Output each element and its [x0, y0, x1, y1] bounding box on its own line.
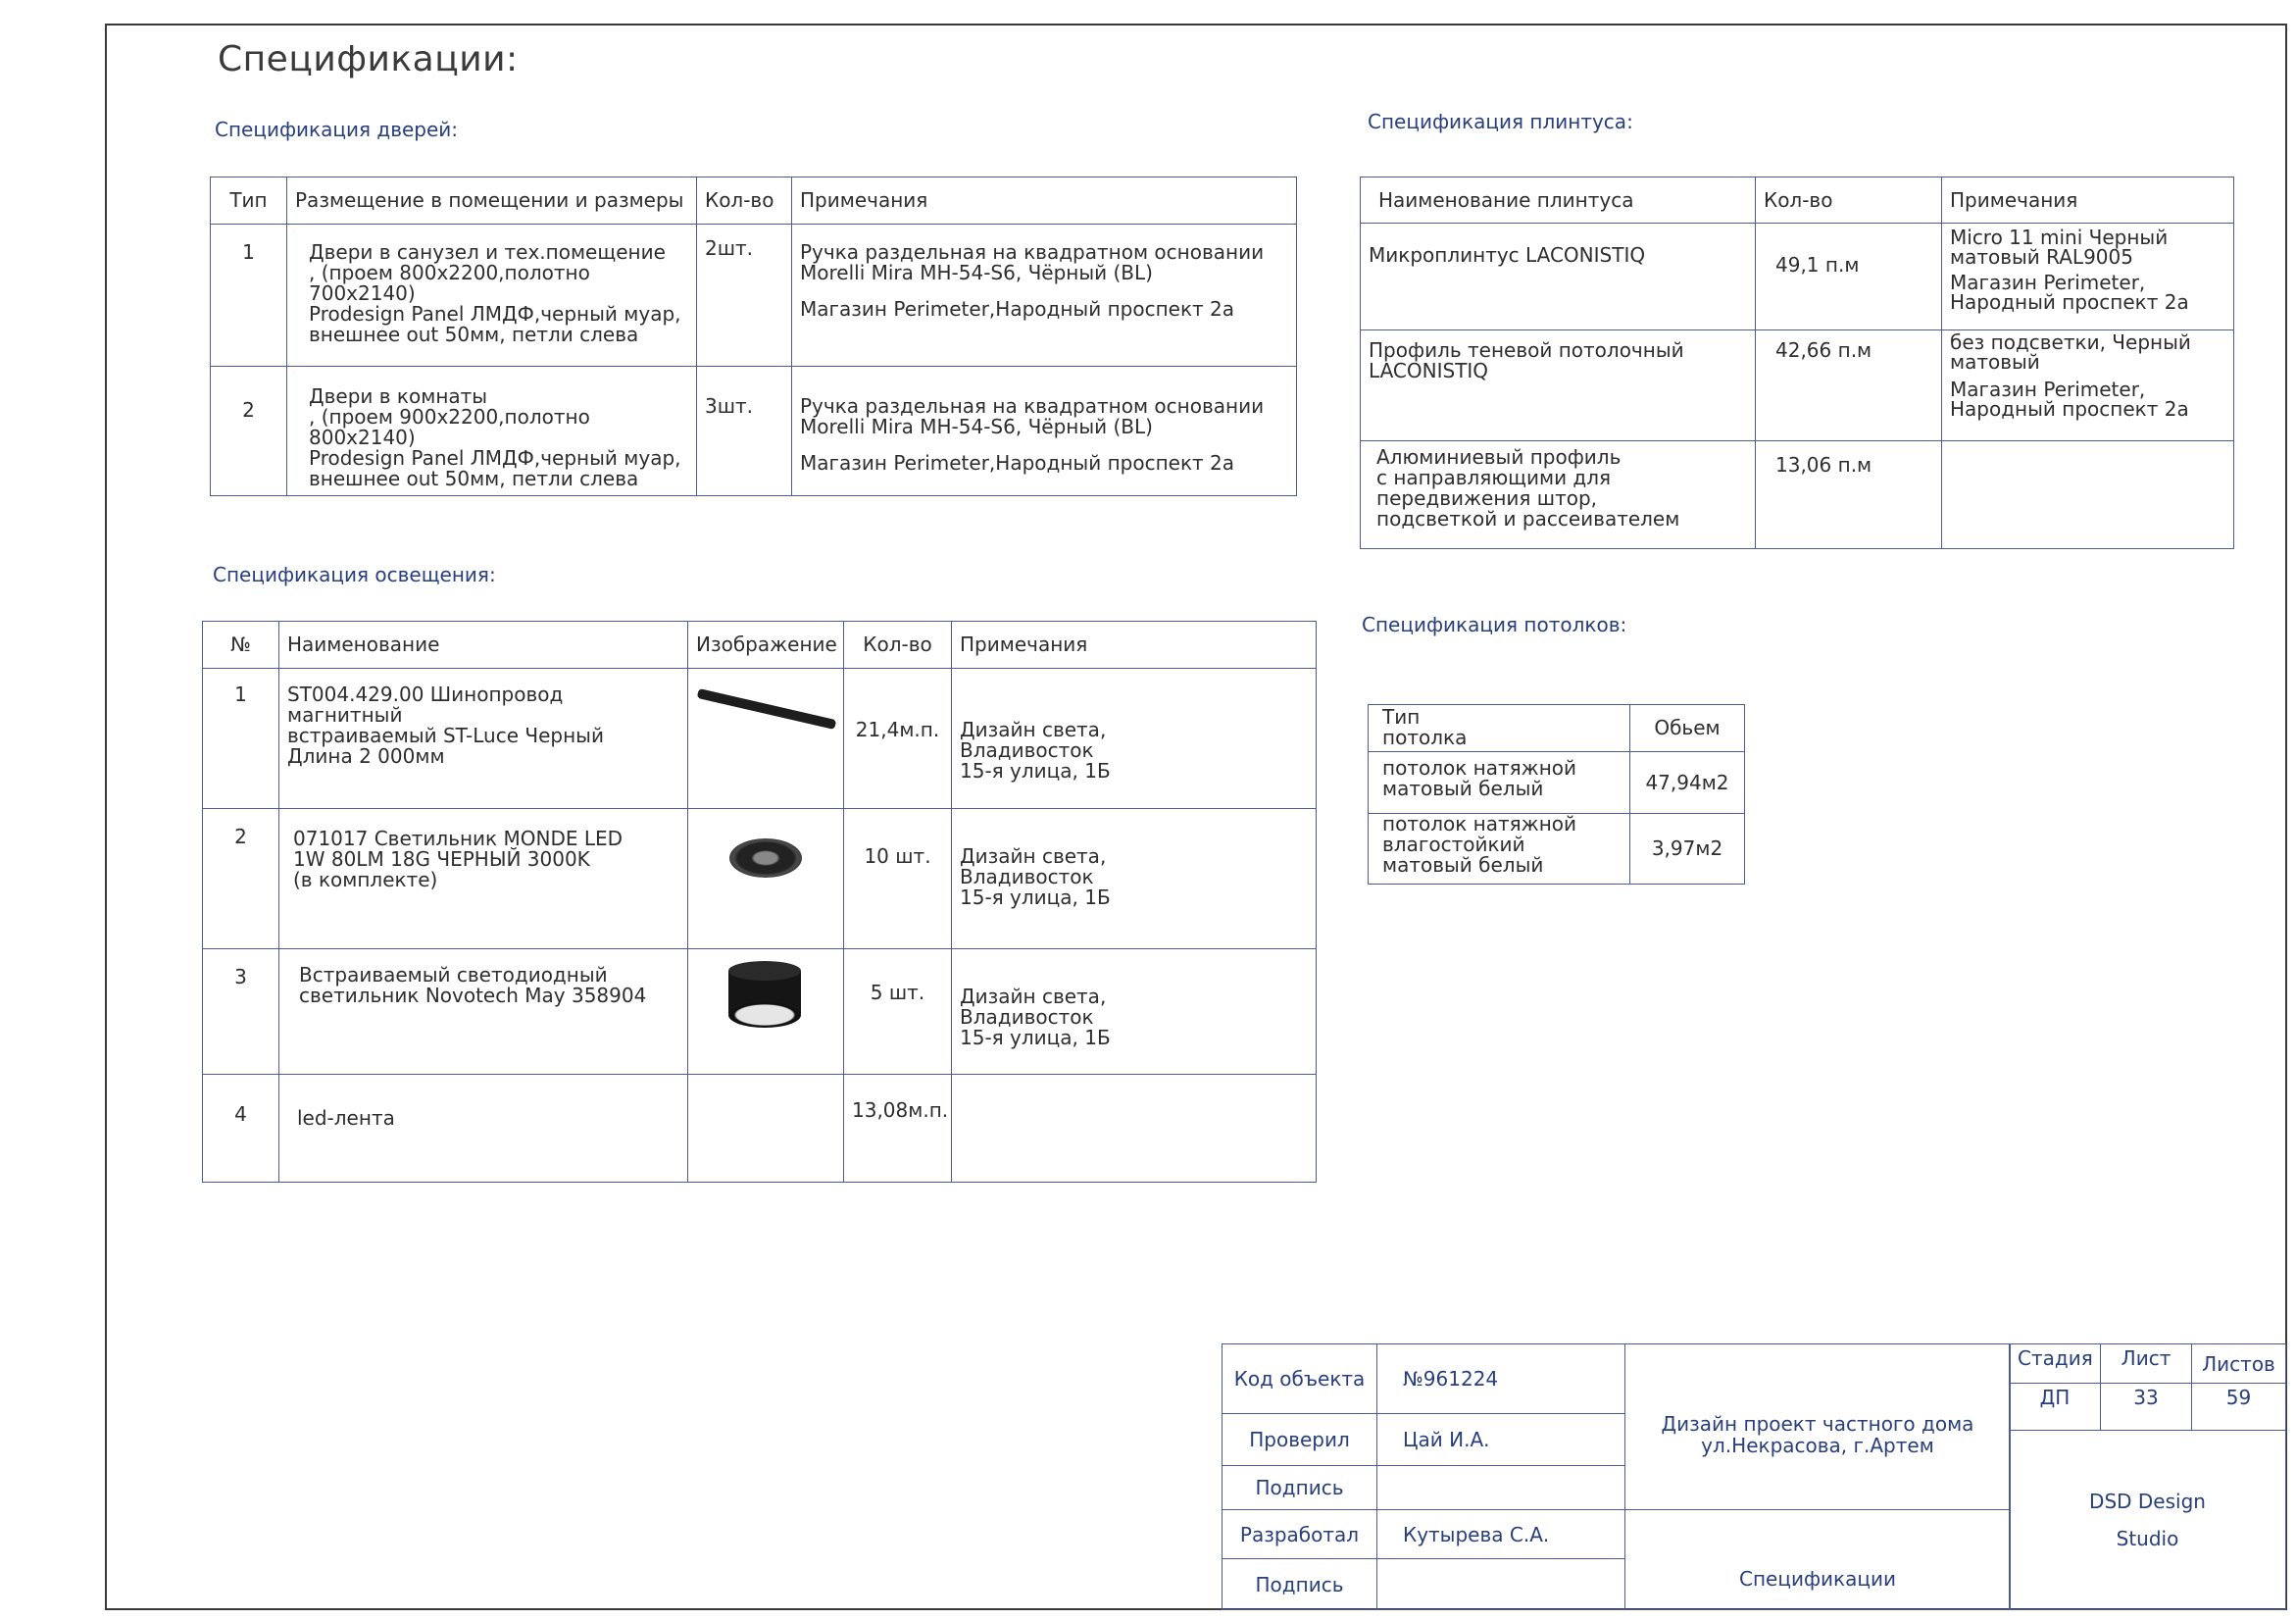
doors-header-placement: Размещение в помещении и размеры [287, 177, 697, 225]
ceiling-table [1368, 704, 1745, 885]
doors-section-title: Спецификация дверей: [215, 118, 459, 141]
ceiling-volume: 3,97м2 [1630, 814, 1745, 885]
plinth-note-shop: Магазин Perimeter, Народный проспект 2а [1950, 378, 2189, 421]
lighting-note: Дизайн света, Владивосток 15-я улица, 1Б [952, 949, 1317, 1075]
title-block [1222, 1343, 2011, 1610]
plinth-note-color: Micro 11 mini Черный матовый RAL9005 [1950, 226, 2169, 269]
checked-label: Проверил [1223, 1414, 1377, 1466]
door-note-shop: Магазин Perimeter,Народный проспект 2а [800, 297, 1235, 321]
lighting-qty: 5 шт. [844, 949, 952, 1075]
doors-header-row [211, 177, 1297, 225]
object-code: №961224 [1377, 1344, 1625, 1414]
table-row [1361, 224, 2234, 330]
table-row [211, 225, 1297, 367]
table-row [1361, 441, 2234, 549]
sheet-title: Спецификации [1625, 1510, 2011, 1610]
sheets-value: 59 [2192, 1384, 2286, 1431]
lighting-image [688, 1075, 844, 1183]
plinth-notes [1942, 224, 2234, 330]
table-row [203, 809, 1317, 949]
lighting-header-row [203, 622, 1317, 669]
page-title: Спецификации: [218, 39, 519, 79]
plinth-qty: 42,66 п.м [1756, 330, 1942, 441]
doors-table [210, 177, 1297, 496]
track-rail-icon [697, 688, 837, 730]
developed-label: Разработал [1223, 1510, 1377, 1559]
plinth-header-name: Наименование плинтуса [1361, 177, 1756, 224]
stage-value: ДП [2010, 1384, 2101, 1431]
lighting-image [688, 809, 844, 949]
door-note-handle: Ручка раздельная на квадратном основании Morelli Mira MH-54-S6, Чёрный (BL) [800, 240, 1265, 284]
plinth-qty: 13,06 п.м [1756, 441, 1942, 549]
lighting-note: Дизайн света, Владивосток 15-я улица, 1Б [952, 669, 1317, 809]
ceiling-type: потолок натяжной влагостойкий матовый белый [1369, 814, 1630, 885]
door-notes [792, 225, 1297, 367]
lighting-num: 3 [203, 949, 279, 1075]
plinth-name: Микроплинтус LACONISTIQ [1361, 224, 1756, 330]
downlight-icon [729, 838, 802, 878]
sheets-label: Листов [2192, 1344, 2286, 1384]
door-note-shop: Магазин Perimeter,Народный проспект 2а [800, 451, 1235, 475]
checked-by: Цай И.А. [1377, 1414, 1625, 1466]
lighting-name: 071017 Светильник MONDE LED 1W 80LM 18G ЧЕРНЫЙ 3000K (в комплекте) [279, 809, 688, 949]
plinth-header-qty: Кол-во [1756, 177, 1942, 224]
sign-field [1377, 1466, 1625, 1510]
lighting-header-image: Изображение [688, 622, 844, 669]
doors-header-notes: Примечания [792, 177, 1297, 225]
lighting-header-qty: Кол-во [844, 622, 952, 669]
table-row [203, 949, 1317, 1075]
sign-label: Подпись [1223, 1559, 1377, 1610]
lighting-image [688, 949, 844, 1075]
lighting-name: ST004.429.00 Шинопровод магнитный встраиваемый ST-Luce Черный Длина 2 000мм [279, 669, 688, 809]
plinth-name: Профиль теневой потолочный LACONISTIQ [1361, 330, 1756, 441]
ceiling-header-type: Тип потолка [1369, 705, 1630, 752]
lighting-image [688, 669, 844, 809]
door-notes [792, 367, 1297, 496]
lighting-num: 2 [203, 809, 279, 949]
lighting-num: 4 [203, 1075, 279, 1183]
door-note-handle: Ручка раздельная на квадратном основании Morelli Mira MH-54-S6, Чёрный (BL) [800, 394, 1265, 438]
sheet-value: 33 [2101, 1384, 2192, 1431]
lighting-header-name: Наименование [279, 622, 688, 669]
developed-by: Кутырева С.А. [1377, 1510, 1625, 1559]
door-qty: 2шт. [697, 225, 792, 367]
plinth-header-notes: Примечания [1942, 177, 2234, 224]
lighting-note [952, 1075, 1317, 1183]
door-description: Двери в комнаты , (проем 900х2200,полотно 800х2140) Prodesign Panel ЛМДФ,черный муар, внешнее out 50мм, петли слева [287, 367, 697, 496]
door-type: 2 [211, 367, 287, 496]
plinth-qty: 49,1 п.м [1756, 224, 1942, 330]
project-name: Дизайн проект частного дома ул.Некрасова, г.Артем [1625, 1344, 2011, 1510]
lighting-header-num: № [203, 622, 279, 669]
plinth-name: Алюминиевый профиль с направляющими для передвижения штор, подсветкой и рассеивателем [1361, 441, 1756, 549]
plinth-header-row [1361, 177, 2234, 224]
table-row [203, 1075, 1317, 1183]
table-row [1369, 752, 1745, 814]
plinth-notes [1942, 330, 2234, 441]
sheet-label: Лист [2101, 1344, 2192, 1384]
table-row [203, 669, 1317, 809]
sign-label: Подпись [1223, 1466, 1377, 1510]
ceiling-header-row [1369, 705, 1745, 752]
sheet-info-block [2009, 1343, 2286, 1610]
doors-header-qty: Кол-во [697, 177, 792, 225]
plinth-table [1360, 177, 2234, 549]
lighting-qty: 21,4м.п. [844, 669, 952, 809]
plinth-note-color: без подсветки, Черный матовый [1950, 330, 2191, 374]
lighting-qty: 10 шт. [844, 809, 952, 949]
table-row [1361, 330, 2234, 441]
ceiling-header-volume: Обьем [1630, 705, 1745, 752]
ceiling-section-title: Спецификация потолков: [1362, 613, 1627, 636]
lighting-name: Встраиваемый светодиодный светильник Novotech May 358904 [279, 949, 688, 1075]
plinth-section-title: Спецификация плинтуса: [1368, 110, 1633, 133]
table-row [1369, 814, 1745, 885]
lighting-header-notes: Примечания [952, 622, 1317, 669]
lighting-note: Дизайн света, Владивосток 15-я улица, 1Б [952, 809, 1317, 949]
plinth-note-shop: Магазин Perimeter, Народный проспект 2а [1950, 271, 2189, 314]
lighting-section-title: Спецификация освещения: [213, 563, 496, 586]
object-code-label: Код объекта [1223, 1344, 1377, 1414]
door-qty: 3шт. [697, 367, 792, 496]
ceiling-volume: 47,94м2 [1630, 752, 1745, 814]
plinth-notes [1942, 441, 2234, 549]
door-type: 1 [211, 225, 287, 367]
door-description: Двери в санузел и тех.помещение , (проем 800х2200,полотно 700х2140) Prodesign Panel ЛМДФ,черный муар, внешнее out 50мм, петли слева [287, 225, 697, 367]
ceiling-type: потолок натяжной матовый белый [1369, 752, 1630, 814]
stage-label: Стадия [2010, 1344, 2101, 1384]
studio-logo: DSD Design Studio [2010, 1431, 2286, 1610]
sign-field [1377, 1559, 1625, 1610]
table-row [211, 367, 1297, 496]
doors-header-type: Тип [211, 177, 287, 225]
lighting-table [202, 621, 1317, 1183]
lighting-name: led-лента [279, 1075, 688, 1183]
cylinder-lamp-icon [724, 961, 807, 1036]
lighting-qty: 13,08м.п. [844, 1075, 952, 1183]
lighting-num: 1 [203, 669, 279, 809]
